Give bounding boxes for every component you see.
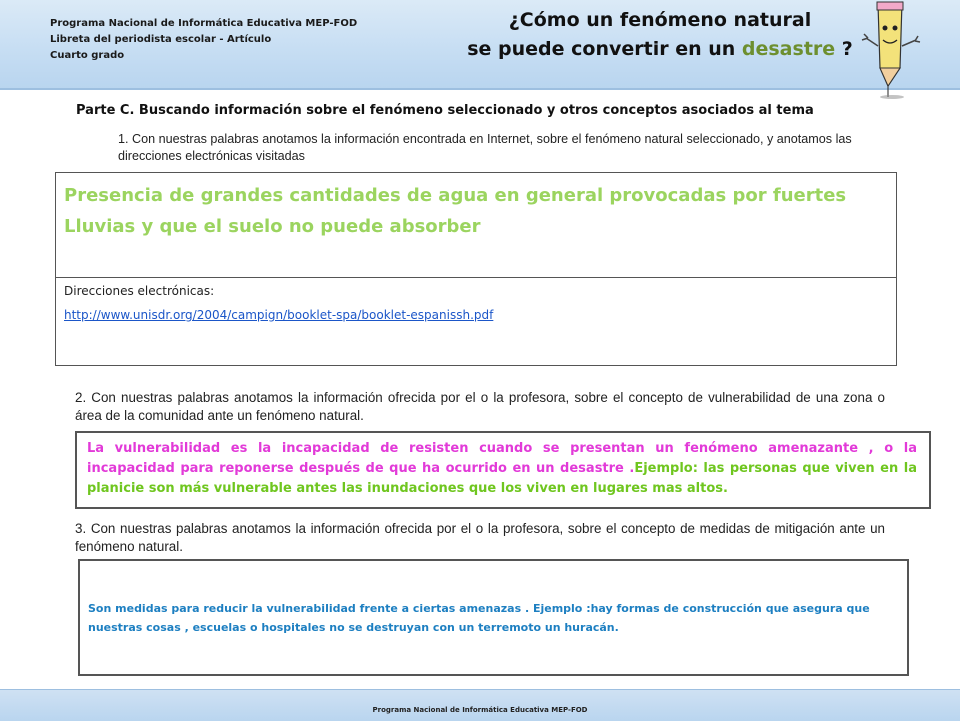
page-title [440, 6, 880, 64]
reference-link[interactable]: http://www.unisdr.org/2004/campign/booklet-spa/booklet-espanissh.pdf [64, 308, 494, 322]
instruction-3: 3. Con nuestras palabras anotamos la información ofrecida por el o la profesora, sobre el concepto de medidas de mitigación ante un fenómeno natural. [75, 521, 885, 554]
title-line-2: se puede convertir en un desastre ? [467, 38, 853, 60]
instruction-1: 1. Con nuestras palabras anotamos la información encontrada en Internet, sobre el fenómeno natural seleccionado, y anotamos las direcciones electrónicas visitadas [118, 132, 852, 163]
pencil-character-icon [858, 0, 928, 100]
notebook-name: Libreta del periodista escolar - Artículo [50, 34, 272, 45]
vulnerability-example: Ejemplo: las personas que viven en la planicie son más vulnerable antes las inundaciones que los viven en lugares mas altos. [87, 461, 917, 496]
instruction-2: 2. Con nuestras palabras anotamos la información ofrecida por el o la profesora, sobre el concepto de vulnerabilidad de una zona o área de la comunidad ante un fenómeno natural. [75, 390, 885, 423]
program-info [50, 16, 357, 64]
footer-band [0, 689, 960, 721]
section-title: Parte C. Buscando información sobre el fenómeno seleccionado y otros conceptos asociados al tema [76, 103, 814, 118]
footer-text: Programa Nacional de Informática Educativa MEP-FOD [372, 706, 588, 714]
answer-cell [56, 173, 896, 278]
links-cell [56, 278, 896, 364]
program-name: Programa Nacional de Informática Educativa MEP-FOD [50, 18, 358, 29]
title-highlight: desastre [741, 38, 836, 60]
header-band [0, 0, 960, 90]
answer-1-text: Presencia de grandes cantidades de agua en general provocadas por fuertes Lluvias y que el suelo no puede absorber [64, 185, 847, 237]
mitigation-answer: Son medidas para reducir la vulnerabilidad frente a ciertas amenazas . Ejemplo :hay formas de construcción que asegura que nuestras cosas , escuelas o hospitales no se destruyan con un terremoto un huracán. [88, 602, 870, 634]
mitigation-answer-box [78, 559, 909, 676]
answer-table [55, 172, 897, 366]
vulnerability-answer: La vulnerabilidad es la incapacidad de resisten cuando se presentan un fenómeno amenazante , o la incapacidad para reponerse después de que ha ocurrido en un desastre .Ejemplo: las personas que viven en la planicie son más vulnerable antes las inundaciones que los viven en lugares mas altos. [87, 441, 917, 496]
links-label: Direcciones electrónicas: [64, 284, 215, 298]
vulnerability-answer-box [75, 431, 931, 509]
title-line-1: ¿Cómo un fenómeno natural [508, 9, 812, 31]
grade: Cuarto grado [50, 50, 125, 61]
